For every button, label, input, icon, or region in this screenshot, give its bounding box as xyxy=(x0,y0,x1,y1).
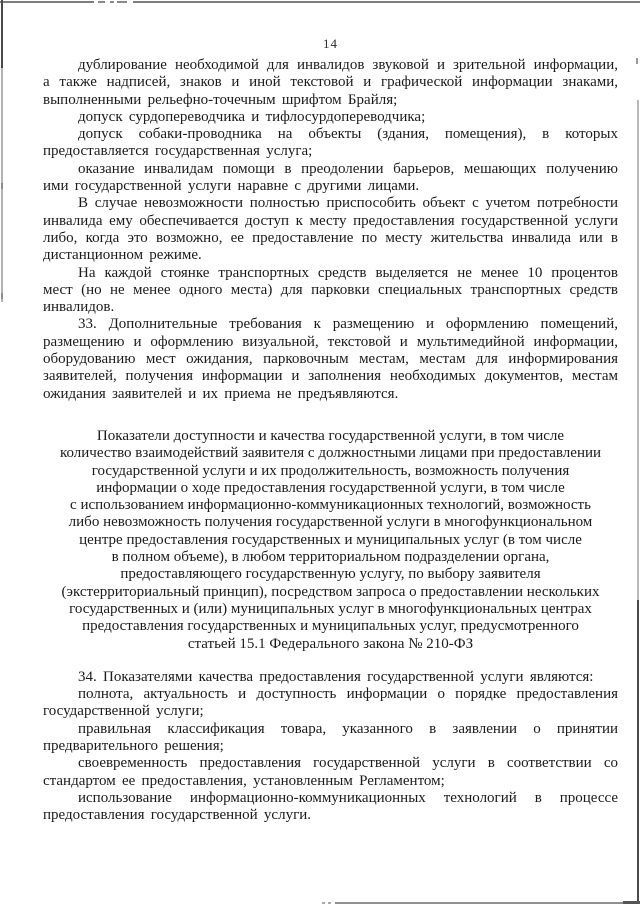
centered-line: центре предоставления государственных и муниципальных услуг (в том числе xyxy=(79,531,582,548)
centered-line: Показатели доступности и качества государственной услуги, в том числе xyxy=(96,427,565,444)
centered-line: предоставления государственных и муниципальных услуг, предусмотренного xyxy=(82,618,579,635)
document-body xyxy=(43,57,618,824)
centered-line: государственных и (или) муниципальных услуг в многофункциональных центрах xyxy=(69,600,592,617)
scan-border-bottom-segment xyxy=(335,902,640,904)
paragraph-34-quality-indicators: 34. Показателями качества предоставления государственной услуги являются: xyxy=(78,668,594,685)
paragraph-impossible-to-adapt: В случае невозможности полностью приспособить объект с учетом потребности инвалида ему обеспечивается доступ к месту предоставления государственной услуги либо, когда это возможно, ее предоставление по месту жительства инвалида или в дистанционном режиме. xyxy=(43,195,618,264)
centered-line: (экстерриториальный принцип), посредством запроса о предоставлении нескольких xyxy=(61,583,600,600)
scan-border-left-dark xyxy=(1,0,3,68)
scan-border-bottom-dash-2 xyxy=(328,902,331,904)
paragraph-braille-duplication: дублирование необходимой для инвалидов звуковой и зрительной информации, а также надписей, знаков и иной текстовой и графической информации знаками, выполненными рельефно-точечным шрифтом Брайля; xyxy=(43,57,618,108)
scan-border-top-left-segment xyxy=(0,1,94,3)
paragraph-ict-usage: использование информационно-коммуникационных технологий в процессе предоставления государственной услуги. xyxy=(43,789,618,824)
scan-border-left-dash-2 xyxy=(1,293,3,299)
scan-border-top-dash-2 xyxy=(110,1,114,3)
scan-border-bottom-right-dark xyxy=(623,901,640,904)
paragraph-33-additional-requirements: 33. Дополнительные требования к размещению и оформлению помещений, размещению и оформлению визуальной, текстовой и мультимедийной информации, оборудованию мест ожидания, парковочным местам, местам для информирования заявителей, получения информации и заполнения необходимых документов, местам ожидания заявителей и их приема не предъявляются. xyxy=(43,316,618,402)
centered-line: в полном объеме), в любом территориальном подразделении органа, xyxy=(111,549,550,566)
paragraph-assistance-to-disabled: оказание инвалидам помощи в преодолении барьеров, мешающих получению ими государственной услуги наравне с другими лицами. xyxy=(43,160,618,195)
paragraph-correct-classification: правильная классификация товара, указанного в заявлении о принятии предварительного решения; xyxy=(43,720,618,754)
page-number: 14 xyxy=(323,36,338,51)
centered-line: государственной услуги и их продолжительность, возможность получения xyxy=(91,462,570,479)
scan-border-top-dash-1 xyxy=(98,1,105,3)
scan-border-left-dash-1 xyxy=(1,183,3,189)
scan-border-right-dark xyxy=(637,600,639,904)
paragraph-timeliness: своевременность предоставления государственной услуги в соответствии со стандартом ее предоставления, установленным Регламентом; xyxy=(43,755,618,789)
paragraph-parking-spaces: На каждой стоянке транспортных средств выделяется не менее 10 процентов мест (но не менее одного места) для парковки специальных транспортных средств инвалидов. xyxy=(43,264,618,316)
paragraph-information-completeness: полнота, актуальность и доступность информации о порядке предоставления государственной услуги; xyxy=(43,686,618,720)
accessibility-quality-indicators-block xyxy=(43,428,618,653)
centered-line: с использованием информационно-коммуникационных технологий, возможность xyxy=(70,497,591,514)
centered-line: количество взаимодействий заявителя с должностными лицами при предоставлении xyxy=(59,445,602,462)
centered-line: предоставляющего государственную услугу, по выбору заявителя xyxy=(120,566,541,583)
centered-line: либо невозможность получения государственной услуги в многофункциональном xyxy=(68,514,593,531)
scan-border-right-light xyxy=(637,100,639,600)
centered-line: информации о ходе предоставления государственной услуги, в том числе xyxy=(96,479,565,496)
paragraph-guide-dog-access: допуск собаки-проводника на объекты (здания, помещения), в которых предоставляется государственная услуга; xyxy=(43,126,618,160)
paragraph-sign-language-interpreter: допуск сурдопереводчика и тифлосурдопереводчика; xyxy=(78,108,426,125)
centered-line: статьей 15.1 Федерального закона № 210-ФЗ xyxy=(187,635,474,652)
scan-border-top-right-segment xyxy=(133,1,640,3)
scan-border-top-dash-3 xyxy=(117,1,127,3)
scan-border-right-dash xyxy=(636,58,638,64)
scan-border-bottom-dash-1 xyxy=(322,902,325,904)
